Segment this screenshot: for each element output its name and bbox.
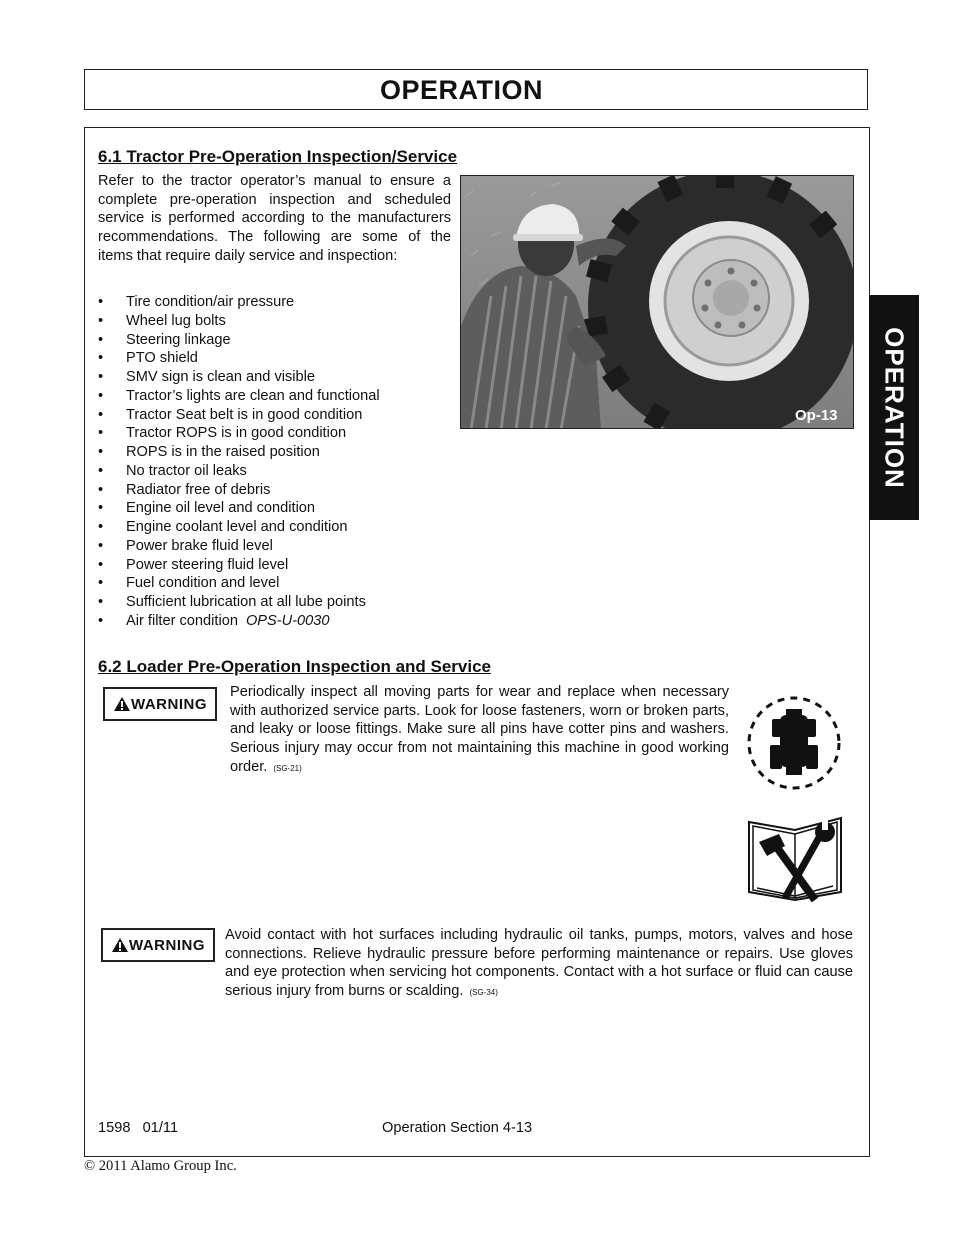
warning-label-2: WARNING <box>101 928 215 962</box>
list-item: • Fuel condition and level <box>98 575 280 592</box>
list-item: • ROPS is in the raised position <box>98 444 320 460</box>
list-item: • Tractor’s lights are clean and functional <box>98 387 380 404</box>
section-heading-6-1: 6.1 Tractor Pre-Operation Inspection/Service <box>98 147 458 166</box>
inspection-checklist <box>98 293 380 631</box>
section-intro-text: Refer to the tractor operator’s manual to ensure a complete pre-operation inspection and scheduled service is performed according to the manufacturers recommendations. The following are some of the items that require daily service and inspection: <box>98 173 451 264</box>
side-tab-label: OPERATION <box>879 326 910 489</box>
page-title: OPERATION <box>380 75 544 105</box>
warning-label-1: WARNING <box>103 687 217 721</box>
list-item: • Engine oil level and condition <box>98 500 316 517</box>
tractor-safety-icon <box>742 693 846 798</box>
manual-tools-icon <box>745 812 847 909</box>
list-item: • Radiator free of debris <box>98 481 271 498</box>
list-item: • Steering linkage <box>98 331 231 348</box>
warning-triangle-icon <box>111 937 129 953</box>
warning-text-2: Avoid contact with hot surfaces including hydraulic oil tanks, pumps, motors, valves and hose connections. Relieve hydraulic pressure before performing maintenance or repairs. Use gloves and eye protection when servicing hot components. Contact with a hot surface or fluid can cause serious injury from burns or scalding. (SG-34) <box>225 927 853 1000</box>
list-item: • Tractor Seat belt is in good condition <box>98 406 363 423</box>
section-page-number: Operation Section 4-13 <box>382 1120 533 1136</box>
list-item: • Engine coolant level and condition <box>98 519 348 535</box>
list-item: • PTO shield <box>98 350 198 367</box>
list-item: • Sufficient lubrication at all lube points <box>98 594 366 610</box>
warning-triangle-icon <box>113 696 131 712</box>
section-side-tab <box>869 295 919 520</box>
list-item: • Tire condition/air pressure <box>98 294 295 310</box>
list-item: • No tractor oil leaks <box>98 462 247 479</box>
list-item: • Wheel lug bolts <box>98 312 226 329</box>
list-item: • Air filter condition OPS-U-0030 <box>98 612 330 629</box>
list-item: • Power brake fluid level <box>98 537 273 554</box>
warning-text-1: Periodically inspect all moving parts for wear and replace when necessary with authorized service parts. Look for loose fasteners, worn or broken parts, and leaky or loose fittings. Make sure all pins have cotter pins and washers. Serious injury may occur from not maintaining this machine in good working order. (SG-21) <box>230 684 729 775</box>
list-item: • Power steering fluid level <box>98 556 289 573</box>
list-item: • SMV sign is clean and visible <box>98 369 315 385</box>
photo-label: Op-13 <box>795 407 838 424</box>
doc-number: 1598 01/11 <box>98 1120 179 1136</box>
warning-code-1: (SG-21) <box>273 763 302 773</box>
warning-code-2: (SG-34) <box>469 988 498 998</box>
copyright: © 2011 Alamo Group Inc. <box>84 1158 237 1174</box>
tire-inspection-photo <box>460 175 854 429</box>
list-item: • Tractor ROPS is in good condition <box>98 425 347 442</box>
section-heading-6-2: 6.2 Loader Pre-Operation Inspection and Service <box>98 657 492 676</box>
ops-code: OPS-U-0030 <box>245 612 330 629</box>
